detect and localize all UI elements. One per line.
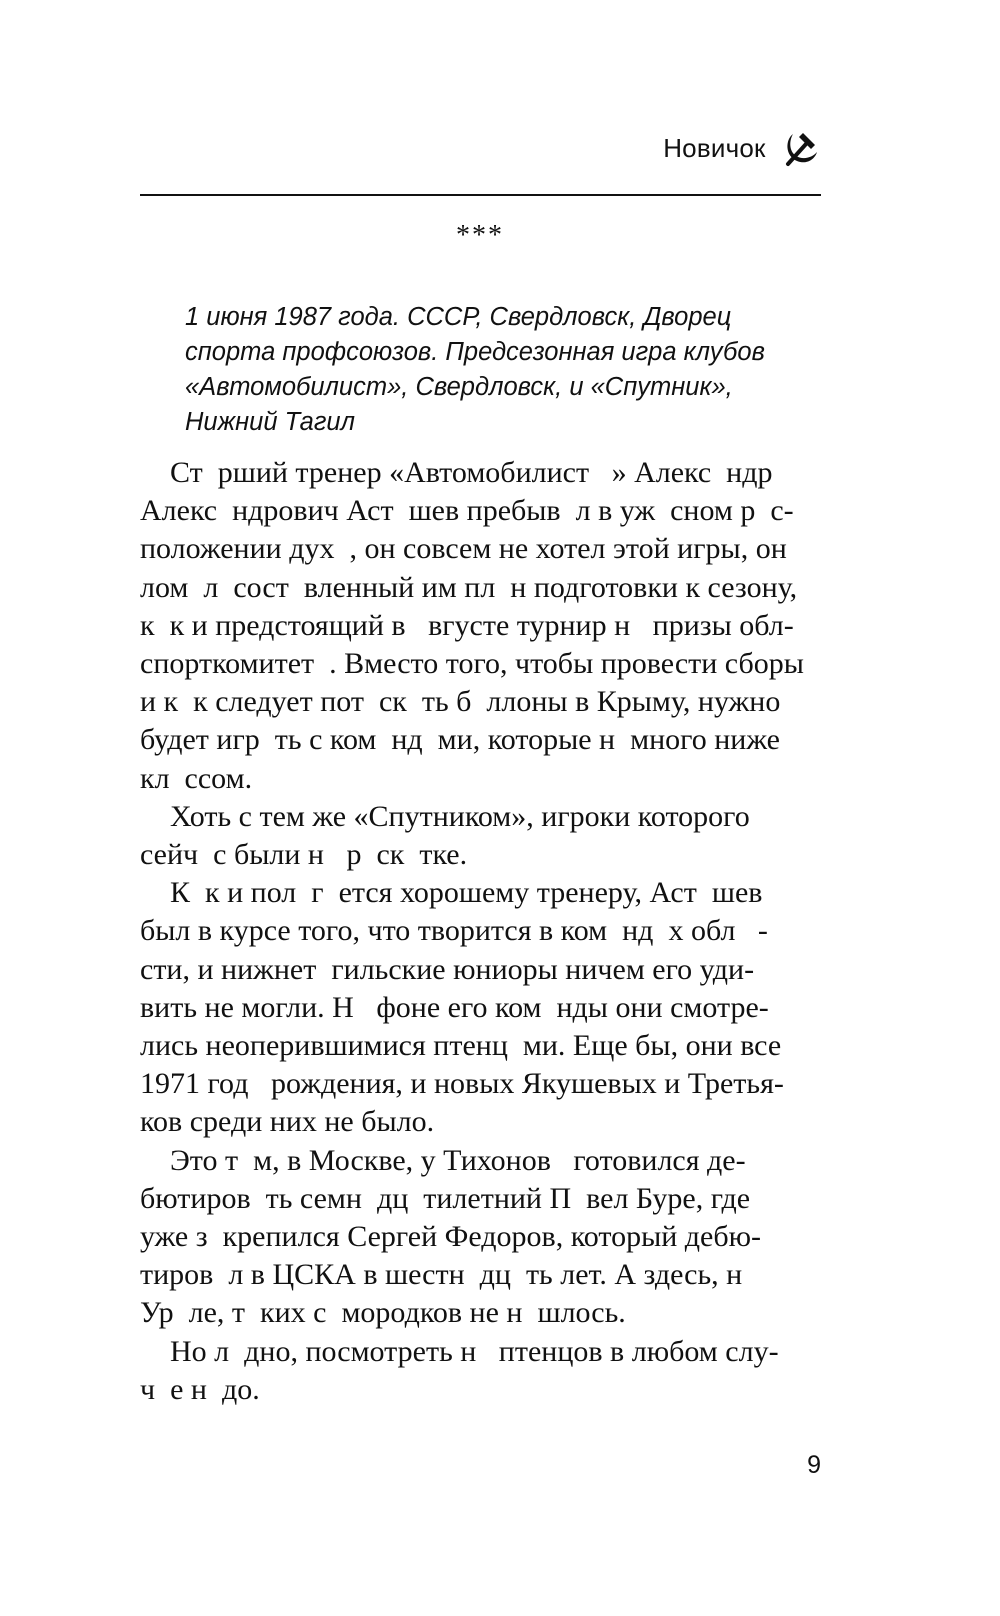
text-line: положении дух , он совсем не хотел этой игры, он: [140, 532, 787, 566]
text-line: и к к следует пот ск ть б ллоны в Крыму, нужно: [140, 685, 781, 719]
text-line: ч е н до.: [140, 1372, 260, 1406]
text-line: уже з крепился Сергей Федоров, который дебю-: [140, 1220, 762, 1254]
running-head: [0, 128, 821, 168]
hammer-and-sickle-icon: [781, 128, 821, 168]
text-line: сейч с были н р ск тке.: [140, 838, 468, 872]
text-line: тиров л в ЦСКА в шестн дц ть лет. А здесь, н: [140, 1258, 743, 1292]
text-line: бютиров ть семн дц тилетний П вел Буре, где: [140, 1181, 751, 1215]
text-line: лом л сост вленный им пл н подготовки к сезону,: [140, 570, 798, 604]
text-line: сти, и нижнет гильские юниоры ничем его уди-: [140, 952, 755, 986]
text-line: был в курсе того, что творится в ком нд х обл -: [140, 914, 768, 948]
dateline-line: спорта профсоюзов. Предсезонная игра клубов: [185, 338, 765, 366]
dateline-line: «Автомобилист», Свердловск, и «Спутник»,: [185, 373, 733, 401]
dateline-line: Нижний Тагил: [185, 408, 355, 436]
text-line: Алекс ндрович Аст шев пребыв л в уж сном р с-: [140, 494, 794, 528]
text-line: Хоть с тем же «Спутником», игроки которого: [140, 799, 750, 833]
text-line: Ур ле, т ких с мородков не н шлось.: [140, 1296, 626, 1330]
text-line: 1971 год рождения, и новых Якушевых и Третья-: [140, 1067, 784, 1101]
text-line: Это т м, в Москве, у Тихонов готовился де-: [140, 1143, 746, 1177]
text-line: Но л дно, посмотреть н птенцов в любом слу-: [140, 1334, 779, 1368]
text-line: спорткомитет . Вместо того, чтобы провести сборы: [140, 647, 804, 681]
text-line: лись неоперившимися птенц ми. Еще бы, они все: [140, 1029, 782, 1063]
text-line: вить не могли. Н фоне его ком нды они смотре-: [140, 990, 769, 1024]
body-text: [140, 454, 821, 1409]
text-line: ков среди них не было.: [140, 1105, 435, 1139]
dateline-line: 1 июня 1987 года. СССР, Свердловск, Дворец: [185, 303, 732, 331]
page-number: 9: [807, 1451, 821, 1479]
text-line: будет игр ть с ком нд ми, которые н много ниже: [140, 723, 780, 757]
text-line: Ст рший тренер «Автомобилист » Алекс ндр: [140, 456, 773, 489]
text-line: кл ссом.: [140, 761, 253, 795]
text-line: к к и предстоящий в вгусте турнир н призы обл-: [140, 608, 794, 642]
book-title: Новичок: [663, 133, 766, 163]
header-rule: [140, 194, 821, 196]
section-separator: ***: [456, 220, 504, 251]
chapter-dateline: [185, 300, 821, 440]
text-line: К к и пол г ется хорошему тренеру, Аст шев: [140, 876, 763, 910]
